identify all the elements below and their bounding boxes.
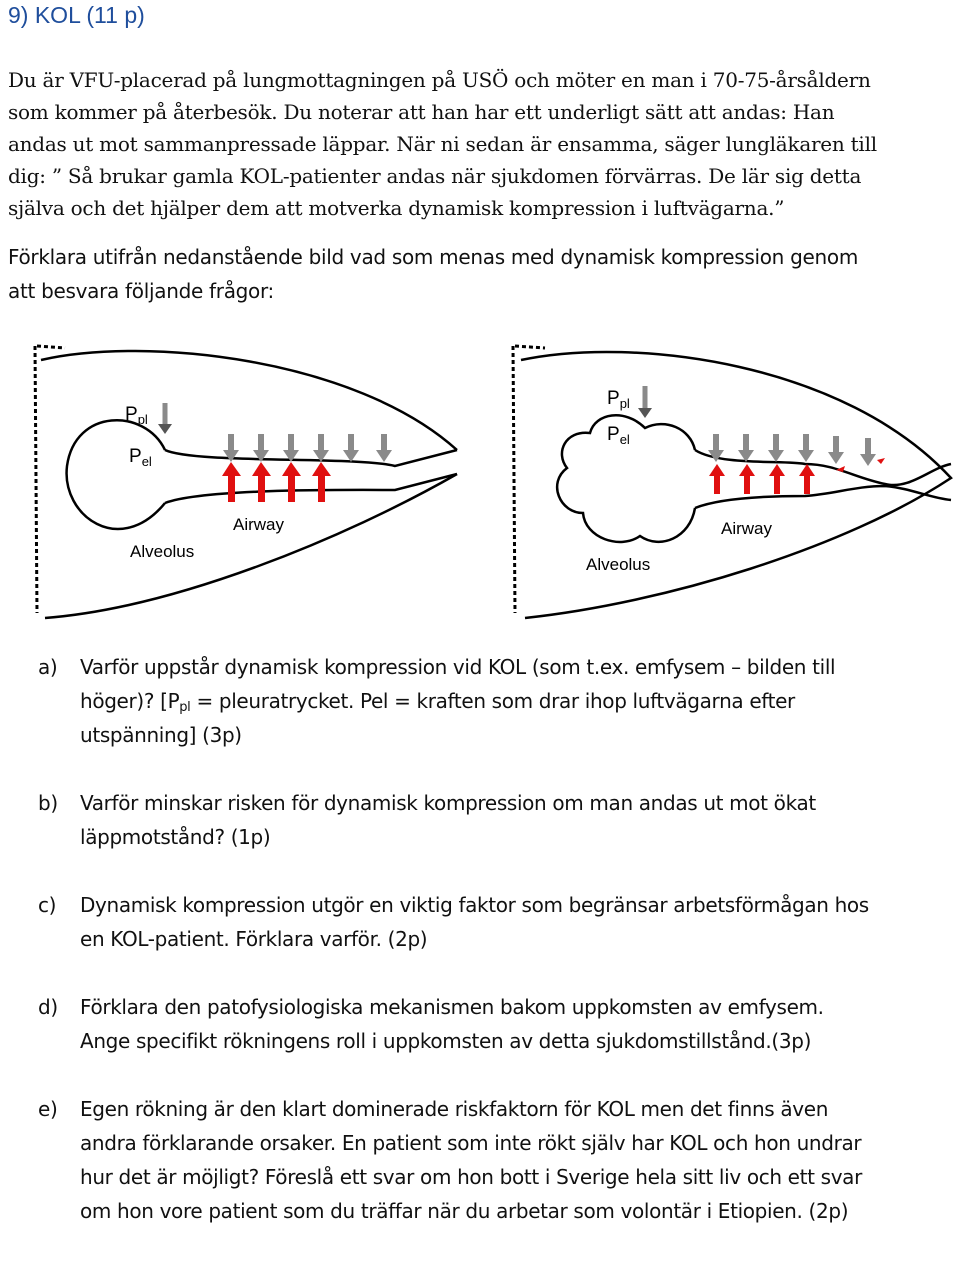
- task-instruction: [8, 240, 953, 308]
- intro-line: som kommer på återbesök. Du noterar att han har ett underligt sätt att andas: Han: [8, 100, 835, 124]
- chest-wall-dashed: [513, 346, 515, 613]
- question-label: e): [38, 1097, 58, 1121]
- figure-emphysema-airway: [505, 338, 955, 623]
- chest-wall-top-dashed: [37, 346, 65, 348]
- alveolus-outline: [67, 420, 165, 529]
- airway-upper-wall: [165, 450, 457, 466]
- airway-upper-wall: [695, 450, 951, 485]
- ppl-label: $P_{pl}$: [125, 404, 148, 427]
- question-c: c) Dynamisk kompression utgör en viktig faktor som begränsar arbetsförmågan hos en KOL-patient. Förklara varför. (2p): [8, 888, 958, 956]
- question-e: e) Egen rökning är den klart dominerade riskfaktorn för KOL men det finns även andra förklarande orsaker. En patient som inte rökt själv har KOL och hon undrar hur det är möjligt? Föreslå ett svar om hon bott i Sverige hela sitt liv och ett svar om hon vore patient som du träffar när du arbetar som volontär i Etiopien. (2p): [8, 1092, 958, 1228]
- airway-label: Airway: [721, 519, 773, 538]
- pel-label: $P_{el}$: [607, 424, 630, 447]
- intro-line: dig: ” Så brukar gamla KOL-patienter andas när sjukdomen förvärras. De lär sig detta: [8, 164, 862, 188]
- question-b: b) Varför minskar risken för dynamisk kompression om man andas ut mot ökat läppmotstånd? (1p): [8, 786, 958, 854]
- question-label: b): [38, 791, 58, 815]
- intro-line: andas ut mot sammanpressade läppar. När ni sedan är ensamma, säger lungläkaren till: [8, 132, 877, 156]
- question-heading: 9) KOL (11 p): [8, 2, 145, 28]
- figure-normal-airway: [25, 338, 465, 623]
- question-label: c): [38, 893, 57, 917]
- question-a: a) Varför uppstår dynamisk kompression vid KOL (som t.ex. emfysem – bilden till höger)? [$P_{pl}$ = pleuratrycket. Pel = kraften som drar ihop luftvägarna efter utspänning] (3p): [8, 650, 958, 752]
- alveolus-label: Alveolus: [130, 542, 195, 561]
- intro-line: Du är VFU-placerad på lungmottagningen på USÖ och möter en man i 70-75-årsåldern: [8, 68, 871, 92]
- question-label: d): [38, 995, 58, 1019]
- question-label: a): [38, 655, 58, 679]
- pleura-outline: [41, 351, 457, 618]
- ppl-label: $P_{pl}$: [607, 388, 630, 411]
- alveolus-label: Alveolus: [586, 555, 651, 574]
- chest-wall-dashed: [35, 346, 37, 613]
- question-list: [8, 650, 958, 1262]
- intro-line: själva och det hjälper dem att motverka dynamisk kompression i luftvägarna.”: [8, 196, 785, 220]
- case-description: [8, 64, 953, 224]
- airway-lower-wall: [695, 486, 951, 508]
- pel-label: $P_{el}$: [129, 446, 152, 469]
- task-line: att besvara följande frågor:: [8, 279, 274, 303]
- question-d: d) Förklara den patofysiologiska mekanismen bakom uppkomsten av emfysem. Ange specifikt rökningens roll i uppkomsten av detta sjukdomstillstånd.(3p): [8, 990, 958, 1058]
- airway-label: Airway: [233, 515, 285, 534]
- chest-wall-top-dashed: [515, 346, 545, 348]
- pressure-arrows-left: [158, 403, 392, 502]
- pressure-arrows-right: [638, 386, 885, 494]
- task-line: Förklara utifrån nedanstående bild vad som menas med dynamisk kompression genom: [8, 245, 859, 269]
